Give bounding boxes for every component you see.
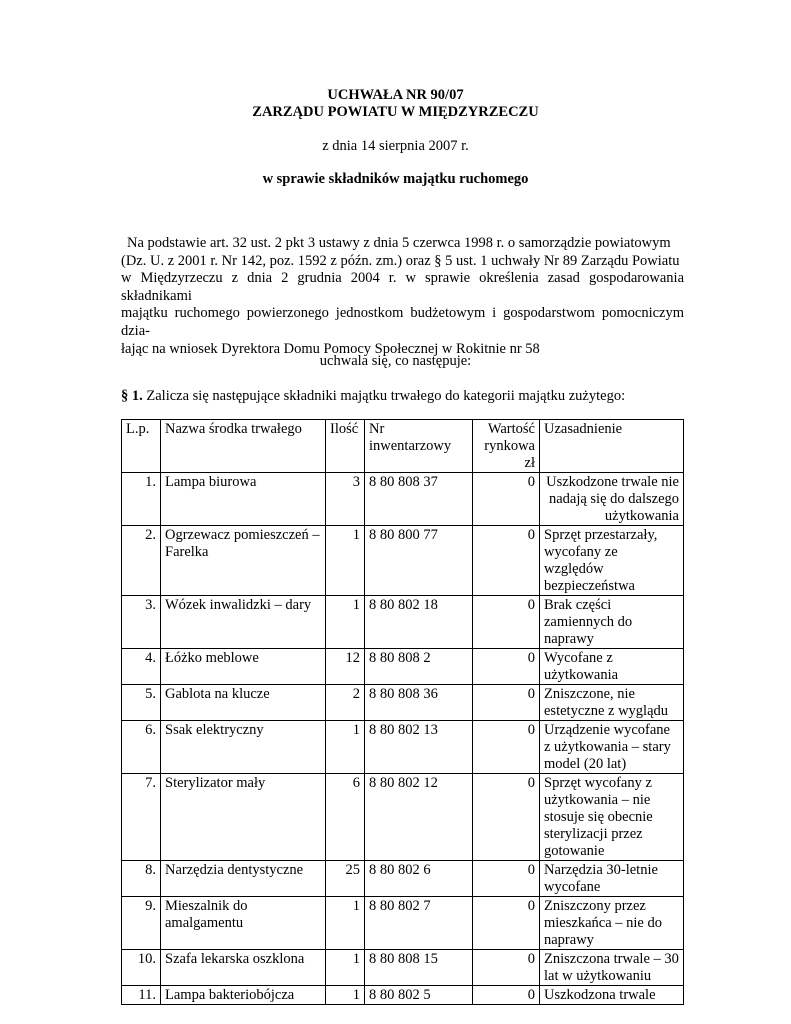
cell-market-value: 0 — [473, 685, 540, 721]
cell-market-value: 0 — [473, 774, 540, 861]
cell-name: Ssak elektryczny — [161, 721, 326, 774]
cell-name: Wózek inwalidzki – dary — [161, 596, 326, 649]
cell-lp: 5. — [122, 685, 161, 721]
cell-market-value: 0 — [473, 861, 540, 897]
cell-market-value: 0 — [473, 897, 540, 950]
table-row — [122, 473, 684, 526]
cell-qty: 1 — [326, 526, 365, 596]
assets-table — [121, 419, 684, 1005]
table-row — [122, 685, 684, 721]
cell-lp: 3. — [122, 596, 161, 649]
resolution-date: z dnia 14 sierpnia 2007 r. — [322, 138, 469, 154]
cell-justification: Urządzenie wycofane z użytkowania – stary model (20 lat) — [540, 721, 684, 774]
cell-justification: Zniszczony przez mieszkańca – nie do naprawy — [540, 897, 684, 950]
header-name: Nazwa środka trwałego — [161, 420, 326, 473]
cell-inventory-number: 8 80 802 12 — [365, 774, 473, 861]
cell-qty: 6 — [326, 774, 365, 861]
header-market-value: Wartość rynkowa zł — [473, 420, 540, 473]
cell-qty: 1 — [326, 596, 365, 649]
cell-qty: 1 — [326, 986, 365, 1005]
resolves-clause: uchwala się, co następuje: — [319, 353, 472, 369]
cell-name: Lampa bakteriobójcza — [161, 986, 326, 1005]
cell-inventory-number: 8 80 800 77 — [365, 526, 473, 596]
cell-inventory-number: 8 80 802 6 — [365, 861, 473, 897]
preamble-line: majątku ruchomego powierzonego jednostkom budżetowym i gospodarstwom pomocniczym dzia- — [121, 305, 684, 339]
cell-justification: Uszkodzona trwale — [540, 986, 684, 1005]
issuing-authority: ZARZĄDU POWIATU W MIĘDZYRZECZU — [252, 104, 539, 120]
cell-lp: 9. — [122, 897, 161, 950]
table-row — [122, 897, 684, 950]
table-row — [122, 986, 684, 1005]
cell-inventory-number: 8 80 808 2 — [365, 649, 473, 685]
cell-inventory-number: 8 80 802 18 — [365, 596, 473, 649]
cell-market-value: 0 — [473, 721, 540, 774]
cell-name: Lampa biurowa — [161, 473, 326, 526]
cell-name: Sterylizator mały — [161, 774, 326, 861]
table-row — [122, 721, 684, 774]
cell-justification: Zniszczona trwale – 30 lat w użytkowaniu — [540, 950, 684, 986]
table-row — [122, 774, 684, 861]
preamble-line: w Międzyrzeczu z dnia 2 grudnia 2004 r. w sprawie określenia zasad gospodarowania składnikami — [121, 270, 684, 304]
cell-lp: 7. — [122, 774, 161, 861]
table-header-row — [122, 420, 684, 473]
table-row — [122, 649, 684, 685]
cell-inventory-number: 8 80 802 5 — [365, 986, 473, 1005]
table-row — [122, 526, 684, 596]
cell-qty: 2 — [326, 685, 365, 721]
cell-market-value: 0 — [473, 596, 540, 649]
cell-lp: 4. — [122, 649, 161, 685]
preamble-line: Na podstawie art. 32 ust. 2 pkt 3 ustawy z dnia 5 czerwca 1998 r. o samorządzie powiatowym — [127, 235, 671, 251]
cell-justification: Wycofane z użytkowania — [540, 649, 684, 685]
preamble-line: (Dz. U. z 2001 r. Nr 142, poz. 1592 z późn. zm.) oraz § 5 ust. 1 uchwały Nr 89 Zarządu Powiatu — [121, 252, 680, 269]
cell-qty: 1 — [326, 897, 365, 950]
cell-inventory-number: 8 80 802 7 — [365, 897, 473, 950]
cell-market-value: 0 — [473, 526, 540, 596]
cell-justification: Sprzęt przestarzały, wycofany ze względów bezpieczeństwa — [540, 526, 684, 596]
cell-name: Szafa lekarska oszklona — [161, 950, 326, 986]
cell-name: Ogrzewacz pomieszczeń – Farelka — [161, 526, 326, 596]
cell-lp: 2. — [122, 526, 161, 596]
cell-lp: 6. — [122, 721, 161, 774]
section-1-label: § 1. — [121, 388, 143, 404]
cell-name: Łóżko meblowe — [161, 649, 326, 685]
cell-inventory-number: 8 80 802 13 — [365, 721, 473, 774]
cell-lp: 11. — [122, 986, 161, 1005]
header-inventory-number: Nr inwentarzowy — [365, 420, 473, 473]
cell-market-value: 0 — [473, 473, 540, 526]
cell-market-value: 0 — [473, 649, 540, 685]
cell-qty: 12 — [326, 649, 365, 685]
cell-justification: Brak części zamiennych do naprawy — [540, 596, 684, 649]
table-row — [122, 861, 684, 897]
table-row — [122, 596, 684, 649]
cell-qty: 3 — [326, 473, 365, 526]
section-1 — [121, 387, 625, 405]
cell-lp: 8. — [122, 861, 161, 897]
resolution-title: UCHWAŁA NR 90/07 — [327, 87, 464, 103]
cell-lp: 10. — [122, 950, 161, 986]
preamble-line: łając na wniosek Dyrektora Domu Pomocy Społecznej w Rokitnie nr 58 — [121, 340, 540, 357]
resolution-subject: w sprawie składników majątku ruchomego — [262, 171, 529, 187]
header-qty: Ilość — [326, 420, 365, 473]
cell-justification: Sprzęt wycofany z użytkowania – nie stosuje się obecnie sterylizacji przez gotowanie — [540, 774, 684, 861]
cell-qty: 1 — [326, 721, 365, 774]
header-justification: Uzasadnienie — [540, 420, 684, 473]
table-row — [122, 950, 684, 986]
cell-name: Gablota na klucze — [161, 685, 326, 721]
cell-justification: Zniszczone, nie estetyczne z wyglądu — [540, 685, 684, 721]
cell-inventory-number: 8 80 808 15 — [365, 950, 473, 986]
cell-qty: 1 — [326, 950, 365, 986]
cell-name: Narzędzia dentystyczne — [161, 861, 326, 897]
cell-justification: Narzędzia 30-letnie wycofane — [540, 861, 684, 897]
cell-qty: 25 — [326, 861, 365, 897]
cell-justification: Uszkodzone trwale nie nadają się do dalszego użytkowania — [540, 473, 684, 526]
cell-name: Mieszalnik do amalgamentu — [161, 897, 326, 950]
cell-lp: 1. — [122, 473, 161, 526]
section-1-text: Zalicza się następujące składniki majątku trwałego do kategorii majątku zużytego: — [146, 388, 626, 404]
legal-basis-preamble — [121, 235, 684, 358]
cell-inventory-number: 8 80 808 36 — [365, 685, 473, 721]
cell-market-value: 0 — [473, 950, 540, 986]
header-lp: L.p. — [122, 420, 161, 473]
cell-inventory-number: 8 80 808 37 — [365, 473, 473, 526]
cell-market-value: 0 — [473, 986, 540, 1005]
